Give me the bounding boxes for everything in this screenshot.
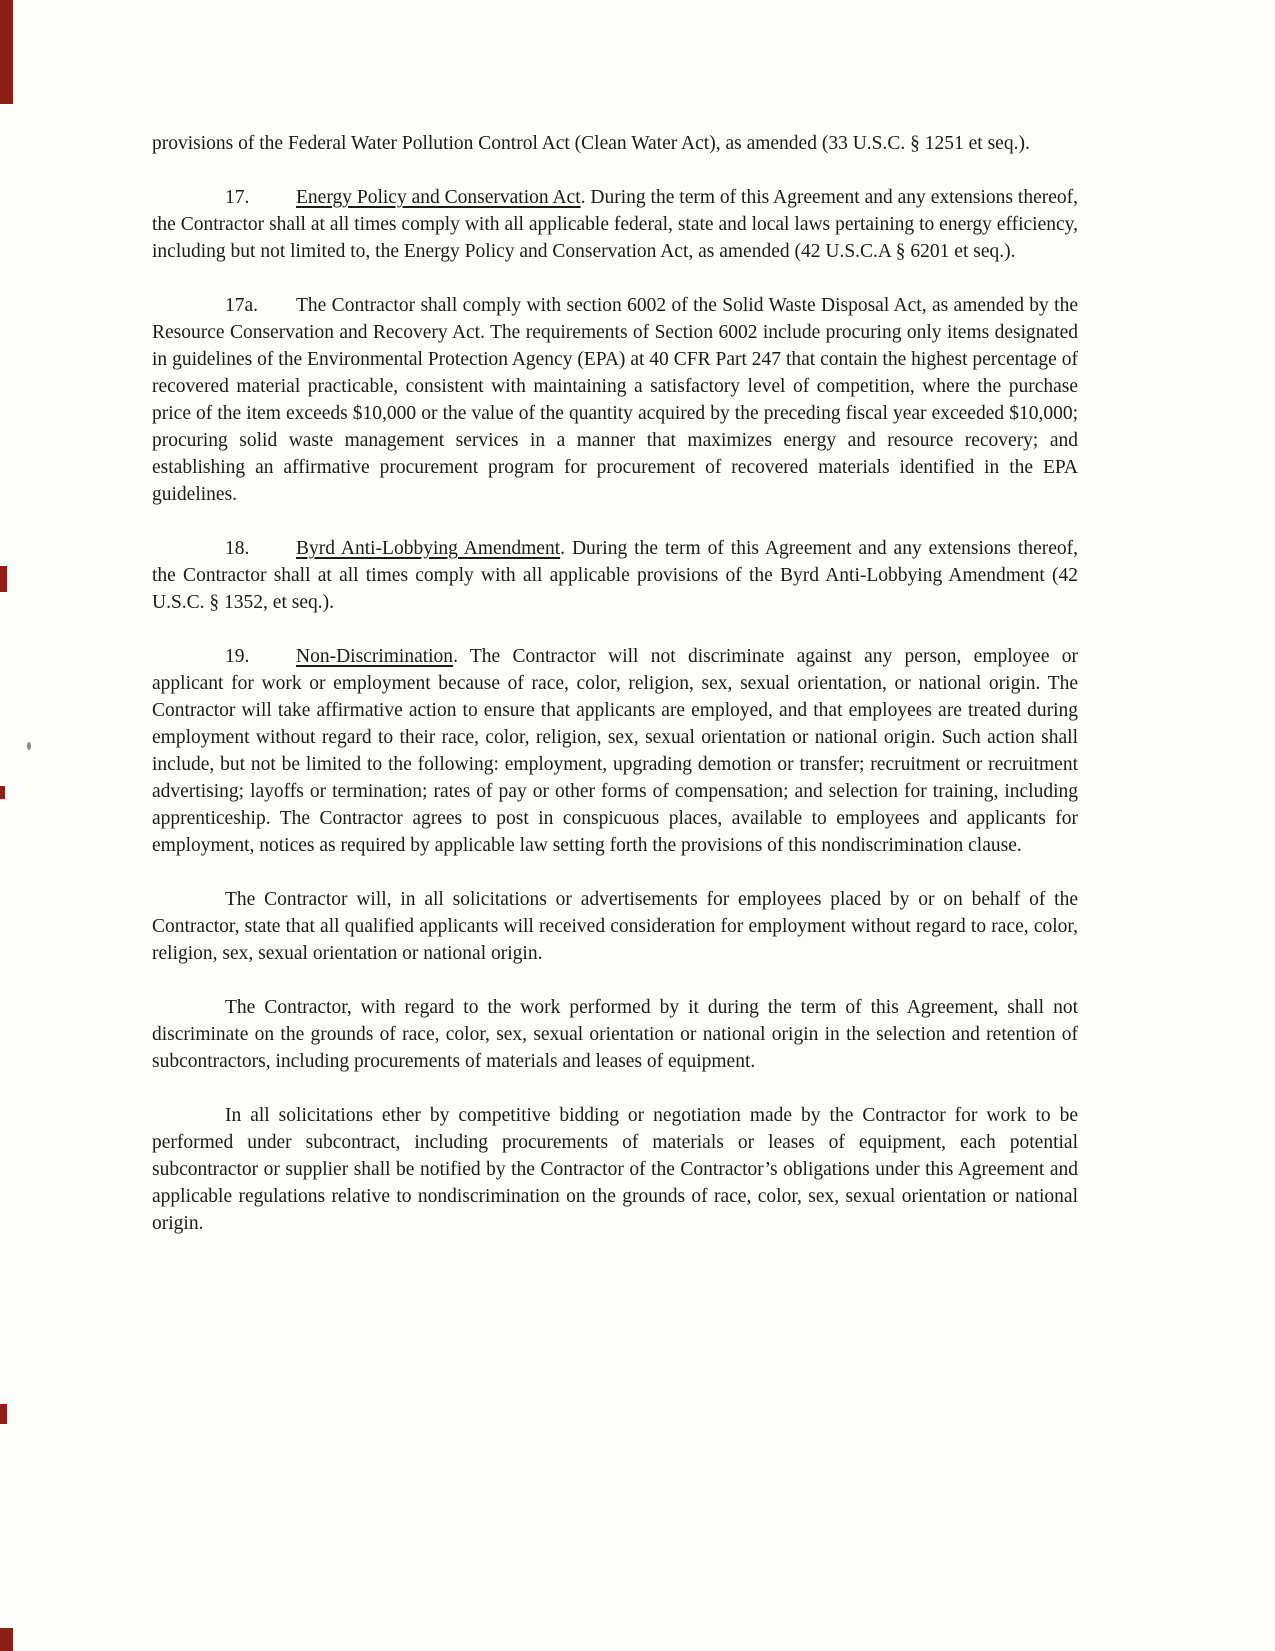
paragraph-number: 17. — [225, 187, 250, 208]
paragraph-text: In all solicitations ether by competitive bidding or negotiation made by the Contractor for work to be performed under subcontract, including procurements of materials or leases of equipment, each potential subcontractor or supplier shall be notified by the Contractor of the Contractor’s obligations under this Agreement and applicable regulations relative to nondiscrimination on the grounds of race, color, sex, sexual orientation or national origin. — [152, 1105, 1078, 1234]
document-body — [152, 130, 1078, 1264]
scan-speck — [27, 742, 31, 750]
scan-artifact-top — [0, 0, 13, 104]
paragraph-heading: Energy Policy and Conservation Act — [296, 187, 581, 208]
paragraph-subcontract-notification — [152, 1102, 1078, 1237]
paragraph-text: provisions of the Federal Water Pollution Control Act (Clean Water Act), as amended (33 U.S.C. § 1251 et seq.). — [152, 133, 1030, 154]
paragraph-19-non-discrimination — [152, 643, 1078, 859]
paragraph-clean-water-act-continuation — [152, 130, 1078, 157]
paragraph-number: 19. — [225, 646, 250, 667]
paragraph-subcontractor-selection — [152, 994, 1078, 1075]
paragraph-number: 18. — [225, 538, 250, 559]
scan-artifact-mid-2 — [0, 786, 5, 799]
paragraph-text: The Contractor will not discriminate against any person, employee or applicant for work or employment because of race, color, religion, sex, sexual orientation, or national origin. The Contractor will take affirmative action to ensure that applicants are employed, and that employees are treated during employment without regard to their race, color, religion, sex, sexual orientation or national origin. Such action shall include, but not be limited to the following: employment, upgrading demotion or transfer; recruitment or recruitment advertising; layoffs or termination; rates of pay or other forms of compensation; and selection for training, including apprenticeship. The Contractor agrees to post in conspicuous places, available to employees and applicants for employment, notices as required by applicable law setting forth the provisions of this nondiscrimination clause. — [152, 646, 1079, 856]
paragraph-separator: . — [580, 187, 591, 208]
paragraph-text: The Contractor shall comply with section 6002 of the Solid Waste Disposal Act, as amended by the Resource Conservation and Recovery Act. The requirements of Section 6002 include procuring only items designated in guidelines of the Environmental Protection Agency (EPA) at 40 CFR Part 247 that contain the highest percentage of recovered material practicable, consistent with maintaining a satisfactory level of competition, where the purchase price of the item exceeds $10,000 or the value of the quantity acquired by the preceding fiscal year exceeded $10,000; procuring solid waste management services in a manner that maximizes energy and resource recovery; and establishing an affirmative procurement program for procurement of recovered materials identified in the EPA guidelines. — [152, 295, 1078, 505]
paragraph-separator: . — [560, 538, 572, 559]
paragraph-text: During the term of this Agreement and any extensions thereof, the Contractor shall at all times comply with all applicable provisions of the Byrd Anti-Lobbying Amendment (42 U.S.C. § 1352, et seq.). — [152, 538, 1079, 613]
scan-artifact-bottom — [0, 1628, 13, 1651]
scan-artifact-mid-1 — [0, 566, 7, 592]
paragraph-heading: Byrd Anti-Lobbying Amendment — [296, 538, 561, 559]
paragraph-text: The Contractor, with regard to the work performed by it during the term of this Agreement, shall not discriminate on the grounds of race, color, sex, sexual orientation or national origin in the selection and retention of subcontractors, including procurements of materials and leases of equipment. — [152, 997, 1078, 1072]
paragraph-number: 17a. — [225, 295, 259, 316]
paragraph-17-energy-policy — [152, 184, 1078, 265]
paragraph-text: The Contractor will, in all solicitations or advertisements for employees placed by or on behalf of the Contractor, state that all qualified applicants will received consideration for employment without regard to race, color, religion, sex, sexual orientation or national origin. — [152, 889, 1078, 964]
scan-artifact-mid-3 — [0, 1404, 7, 1424]
paragraph-17a-solid-waste — [152, 292, 1078, 508]
paragraph-18-byrd-anti-lobbying — [152, 535, 1078, 616]
paragraph-solicitations-advertisements — [152, 886, 1078, 967]
paragraph-separator: . — [453, 646, 470, 667]
paragraph-heading: Non-Discrimination — [296, 646, 454, 667]
paragraph-text: During the term of this Agreement and any extensions thereof, the Contractor shall at all times comply with all applicable federal, state and local laws pertaining to energy efficiency, including but not limited to, the Energy Policy and Conservation Act, as amended (42 U.S.C.A § 6201 et seq.). — [152, 187, 1079, 262]
